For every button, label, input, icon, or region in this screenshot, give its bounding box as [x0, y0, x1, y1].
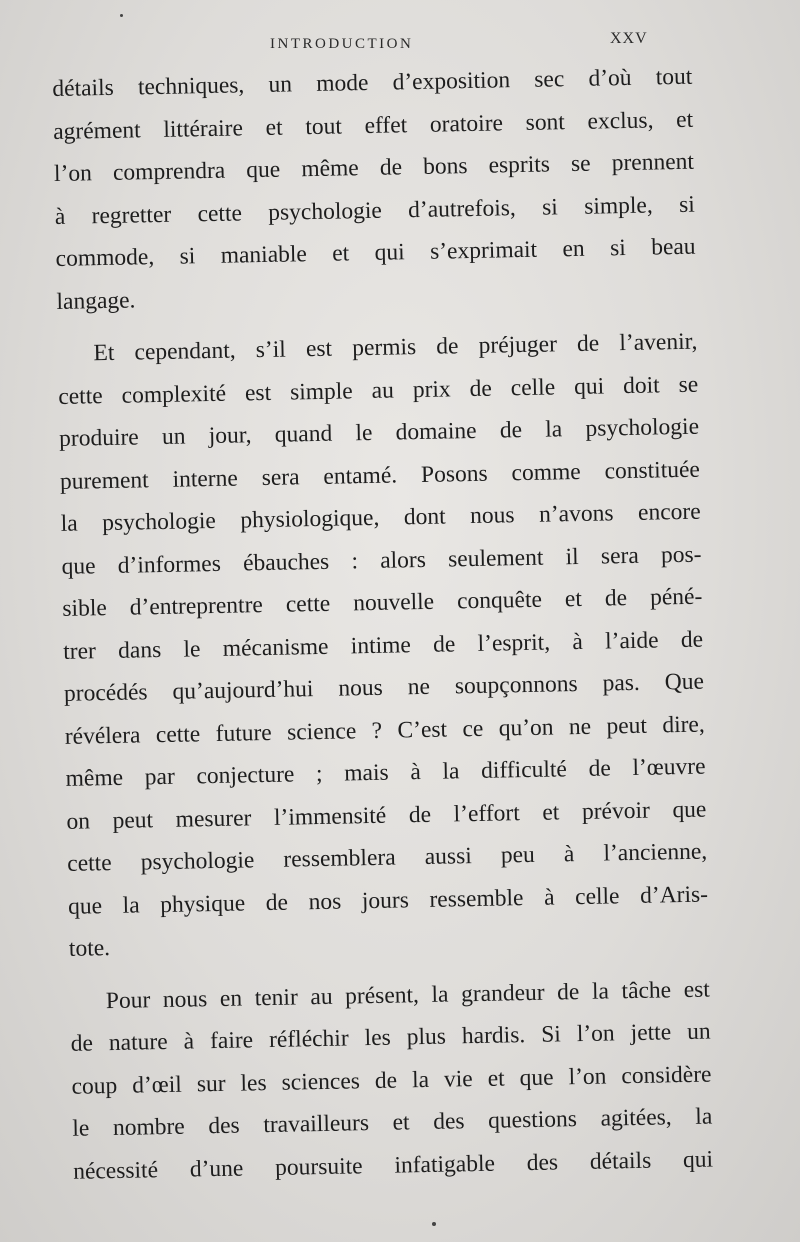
text-line: la psychologie physiologique, dont nous n’avons encore: [60, 498, 701, 537]
text-line: même par conjecture ; mais à la difficulté de l’œuvre: [65, 753, 706, 792]
text-line: l’on comprendra que même de bons esprits se prennent: [53, 148, 695, 187]
text-line: langage.: [56, 286, 136, 315]
text-line: Et cependant, s’il est permis de préjuger de l’avenir,: [93, 328, 698, 367]
text-line: que la physique de nos jours ressemble à celle d’Aris-: [67, 881, 709, 920]
text-line: tote.: [68, 935, 111, 962]
text-line: agrément littéraire et tout effet oratoire sont exclus, et: [52, 106, 694, 145]
text-line: procédés qu’aujourd’hui nous ne soupçonnons pas. Que: [63, 668, 705, 707]
text-line: on peut mesurer l’immensité de l’effort et prévoir que: [66, 796, 707, 835]
text-line: cette complexité est simple au prix de celle qui doit se: [58, 371, 699, 410]
running-title: INTRODUCTION: [270, 36, 414, 52]
text-line: que d’informes ébauches : alors seulement il sera pos-: [61, 541, 702, 580]
text-line: coup d’œil sur les sciences de la vie et que l’on considère: [71, 1061, 712, 1100]
body-text: [52, 56, 713, 1193]
print-speck: [120, 14, 123, 17]
text-line: révélera cette future science ? C’est ce qu’on ne peut dire,: [64, 711, 705, 750]
print-speck: [432, 1222, 436, 1226]
text-line: Pour nous en tenir au présent, la grandeur de la tâche est: [105, 976, 711, 1014]
page-number: XXV: [610, 30, 648, 47]
paragraph-1: [52, 56, 697, 323]
text-line: sible d’entreprentre cette nouvelle conquête et de péné-: [62, 583, 703, 622]
text-line: nécessité d’une poursuite infatigable des détails qui: [72, 1146, 714, 1185]
text-line: de nature à faire réfléchir les plus hardis. Si l’on jette un: [70, 1018, 711, 1057]
text-line: à regretter cette psychologie d’autrefois, si simple, si: [54, 191, 695, 230]
text-line: commode, si maniable et qui s’exprimait en si beau: [55, 233, 696, 272]
paragraph-2: [57, 321, 709, 971]
text-line: détails techniques, un mode d’exposition sec d’où tout: [52, 63, 693, 102]
paragraph-3: [70, 968, 714, 1193]
text-line: cette psychologie ressemblera aussi peu à l’ancienne,: [67, 838, 708, 877]
text-line: le nombre des travailleurs et des questions agitées, la: [72, 1103, 713, 1142]
text-line: trer dans le mécanisme intime de l’esprit, à l’aide de: [62, 626, 704, 665]
text-line: produire un jour, quand le domaine de la psychologie: [58, 413, 700, 452]
text-line: purement interne sera entamé. Posons comme constituée: [59, 456, 701, 495]
